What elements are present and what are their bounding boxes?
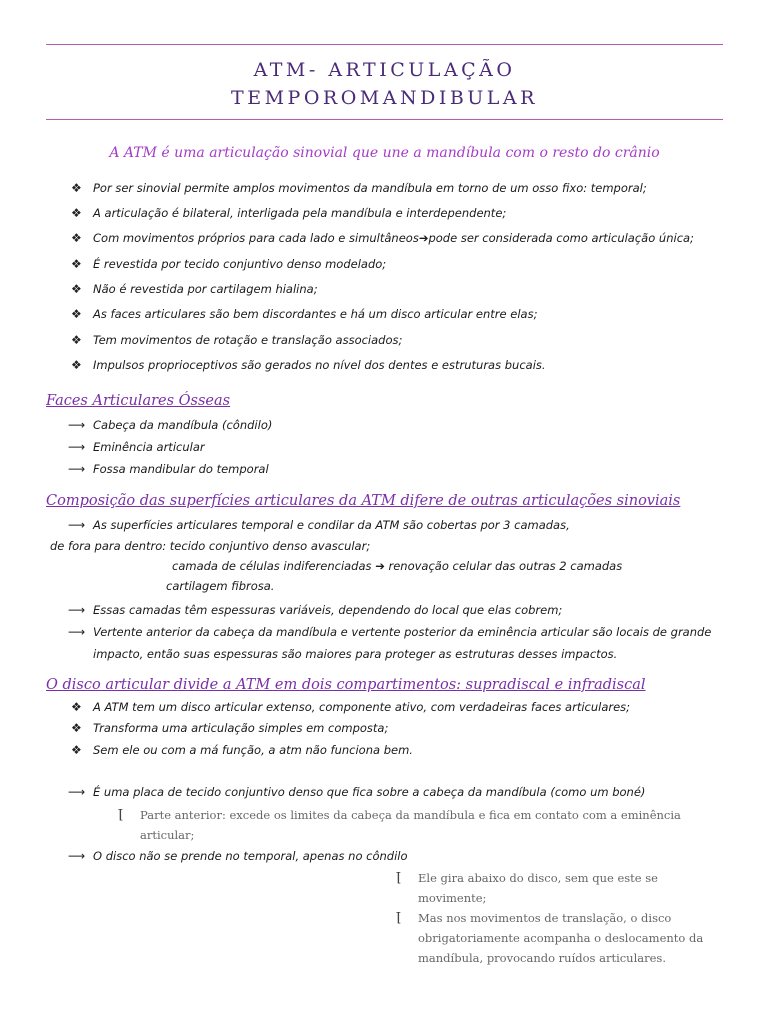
section-heading-faces-articulares: Faces Articulares Ósseas — [46, 393, 231, 409]
intro-bullet-3 — [71, 231, 694, 245]
intro-bullet-text-tail: pode ser considerada como articulação única; — [428, 231, 694, 245]
intro-bullet-6 — [71, 307, 537, 321]
long-arrow-icon: ⟶ — [68, 440, 86, 454]
intro-bullet-text: Não é revestida por cartilagem hialina; — [93, 282, 318, 296]
sub-note-1-line-2: articular; — [140, 828, 195, 842]
intro-bullet-text: As faces articulares são bem discordantes e há um disco articular entre elas; — [93, 307, 538, 321]
long-arrow-icon: ⟶ — [68, 625, 86, 639]
section1-item-2 — [68, 440, 205, 454]
intro-bullet-2 — [71, 206, 506, 220]
long-arrow-icon: ⟶ — [68, 462, 86, 476]
section3-bullet-text: Transforma uma articulação simples em composta; — [93, 721, 389, 735]
diamond-bullet-icon: ❖ — [71, 700, 82, 714]
sub-note-1-line-1: Parte anterior: excede os limites da cabeça da mandíbula e fica em contato com a eminência — [140, 808, 681, 822]
intro-bullet-text: É revestida por tecido conjuntivo denso modelado; — [93, 257, 387, 271]
top-rule — [46, 44, 723, 45]
diamond-bullet-icon: ❖ — [71, 231, 82, 245]
intro-bullet-7 — [71, 333, 402, 347]
sub-note-2-line-1: Ele gira abaixo do disco, sem que este se — [418, 871, 658, 885]
hook-icon: ꞁ — [396, 906, 401, 924]
hook-icon: ꞁ — [118, 803, 123, 821]
section1-item-text: Fossa mandibular do temporal — [93, 462, 269, 476]
section2-item-text: As superfícies articulares temporal e condilar da ATM são cobertas por 3 camadas, — [93, 518, 570, 532]
layers-line-2-tail: renovação celular das outras 2 camadas — [384, 559, 623, 573]
section3-arrow-text: O disco não se prende no temporal, apenas no côndilo — [93, 849, 408, 863]
intro-bullet-text: Por ser sinovial permite amplos movimentos da mandíbula em torno de um osso fixo: temporal; — [93, 181, 647, 195]
intro-bullet-8 — [71, 358, 546, 372]
long-arrow-icon: ⟶ — [68, 418, 86, 432]
section2-item-text: Vertente anterior da cabeça da mandíbula e vertente posterior da eminência articular são locais de grande — [93, 625, 712, 639]
intro-bullet-text: A articulação é bilateral, interligada pela mandíbula e interdependente; — [93, 206, 507, 220]
right-arrow-icon: ➔ — [375, 559, 385, 573]
title-line-2: TEMPOROMANDIBULAR — [231, 87, 538, 109]
section1-item-text: Eminência articular — [93, 440, 205, 454]
title-bottom-rule — [46, 119, 723, 120]
diamond-bullet-icon: ❖ — [71, 333, 82, 347]
intro-bullet-4 — [71, 257, 386, 271]
diamond-bullet-icon: ❖ — [71, 307, 82, 321]
diamond-bullet-icon: ❖ — [71, 358, 82, 372]
layers-line-2 — [172, 559, 622, 573]
section-heading-composicao: Composição das superfícies articulares da ATM difere de outras articulações sinoviais — [46, 493, 681, 509]
section3-bullet-3 — [71, 743, 413, 757]
layers-line-3: cartilagem fibrosa. — [166, 579, 275, 593]
section2-item-2 — [68, 603, 562, 617]
section2-item-3-continuation: impacto, então suas espessuras são maiores para proteger as estruturas desses impactos. — [93, 647, 618, 661]
section-heading-disco-articular: O disco articular divide a ATM em dois compartimentos: supradiscal e infradiscal — [46, 677, 646, 693]
section3-bullet-text: A ATM tem um disco articular extenso, componente ativo, com verdadeiras faces articulares; — [93, 700, 631, 714]
diamond-bullet-icon: ❖ — [71, 721, 82, 735]
long-arrow-icon: ⟶ — [68, 849, 86, 863]
intro-bullet-5 — [71, 282, 318, 296]
section3-bullet-text: Sem ele ou com a má função, a atm não funciona bem. — [93, 743, 413, 757]
sub-note-2-line-2: movimente; — [418, 891, 487, 905]
intro-bullet-text: Impulsos proprioceptivos são gerados no nível dos dentes e estruturas bucais. — [93, 358, 546, 372]
title-line-1: ATM- ARTICULAÇÃO — [253, 59, 516, 81]
section3-arrow-1 — [68, 785, 645, 799]
hook-icon: ꞁ — [396, 866, 401, 884]
right-arrow-icon: ➔ — [418, 231, 429, 245]
section3-arrow-text: É uma placa de tecido conjuntivo denso que fica sobre a cabeça da mandíbula (como um boné) — [93, 785, 646, 799]
section3-bullet-2 — [71, 721, 388, 735]
intro-bullet-text: Tem movimentos de rotação e translação associados; — [93, 333, 403, 347]
subtitle: A ATM é uma articulação sinovial que une a mandíbula com o resto do crânio — [109, 145, 660, 161]
section1-item-text: Cabeça da mandíbula (côndilo) — [93, 418, 273, 432]
sub-note-3-line-2: obrigatoriamente acompanha o deslocamento da — [418, 931, 704, 945]
diamond-bullet-icon: ❖ — [71, 206, 82, 220]
diamond-bullet-icon: ❖ — [71, 743, 82, 757]
section1-item-1 — [68, 418, 272, 432]
section2-item-3 — [68, 625, 711, 639]
section1-item-3 — [68, 462, 269, 476]
section3-bullet-1 — [71, 700, 630, 714]
diamond-bullet-icon: ❖ — [71, 181, 82, 195]
long-arrow-icon: ⟶ — [68, 518, 86, 532]
section3-arrow-2 — [68, 849, 408, 863]
long-arrow-icon: ⟶ — [68, 785, 86, 799]
sub-note-3-line-3: mandíbula, provocando ruídos articulares. — [418, 951, 666, 965]
intro-bullet-1 — [71, 181, 647, 195]
section2-item-text: Essas camadas têm espessuras variáveis, dependendo do local que elas cobrem; — [93, 603, 563, 617]
long-arrow-icon: ⟶ — [68, 603, 86, 617]
section2-item-1 — [68, 518, 570, 532]
diamond-bullet-icon: ❖ — [71, 282, 82, 296]
layers-line-1: de fora para dentro: tecido conjuntivo denso avascular; — [50, 539, 371, 553]
sub-note-3-line-1: Mas nos movimentos de translação, o disco — [418, 911, 672, 925]
layers-line-2-text: camada de células indiferenciadas — [172, 559, 376, 573]
diamond-bullet-icon: ❖ — [71, 257, 82, 271]
page-title — [46, 56, 723, 112]
intro-bullet-text: Com movimentos próprios para cada lado e simultâneos — [93, 231, 419, 245]
